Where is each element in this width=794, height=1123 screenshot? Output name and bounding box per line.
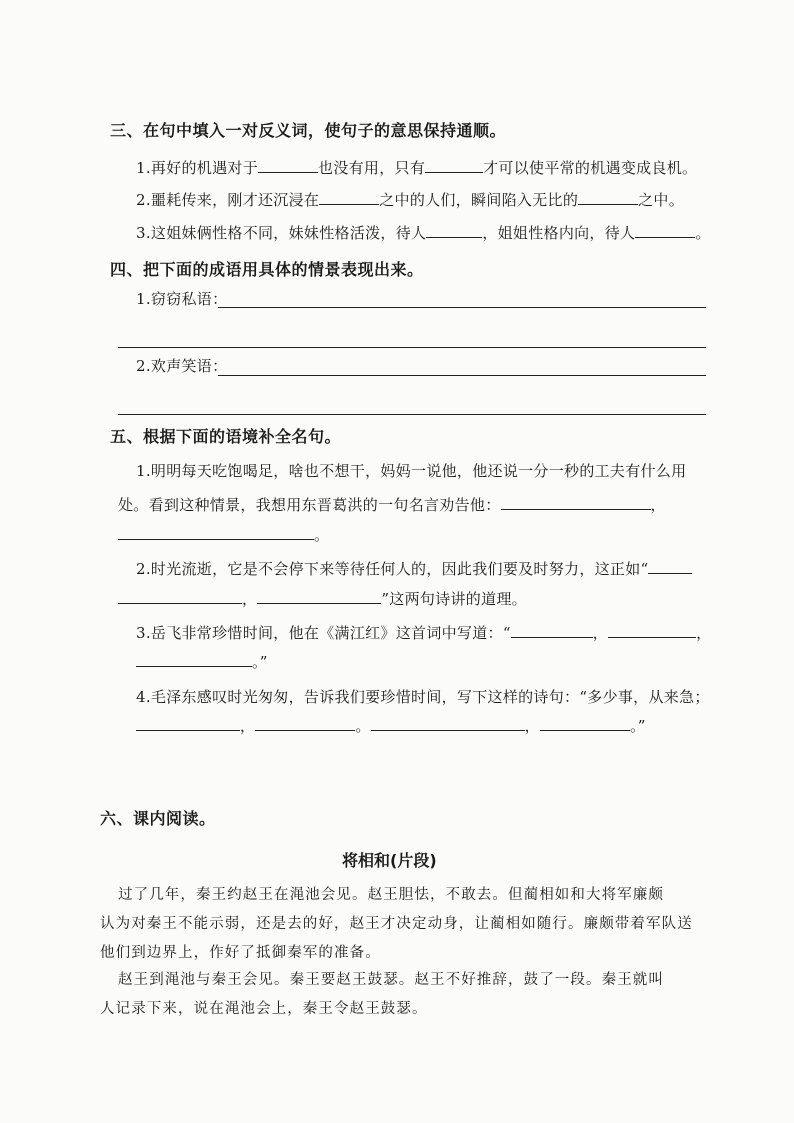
section4-heading: 四、把下面的成语用具体的情景表现出来。 (110, 260, 424, 279)
answer-blank[interactable] (371, 716, 525, 731)
answer-blank[interactable] (258, 158, 318, 173)
answer-blank[interactable] (501, 495, 651, 510)
answer-blank[interactable] (635, 223, 695, 238)
passage-p1-line2: 认为对秦王不能示弱，还是去的好，赵王才决定动身，让蔺相如随行。廉颇带着军队送 (100, 916, 693, 932)
section5-question-1-line1: 1.明明每天吃饱喝足，啥也不想干，妈妈一说他，他还说一分一秒的工夫有什么用 (136, 462, 687, 480)
answer-blank[interactable] (425, 158, 483, 173)
section3-question-2: 2.噩耗传来，刚才还沉浸在 之中的人们，瞬间陷入无比的 之中。 (136, 191, 685, 209)
answer-blank[interactable] (257, 589, 381, 604)
section5-question-1-line2: 处。看到这种情景，我想用东晋葛洪的一句名言劝告他： ， (118, 496, 666, 514)
section5-question-4-line2: ， 。 ， 。” (136, 715, 646, 736)
answer-blank[interactable] (578, 190, 638, 205)
answer-blank[interactable] (511, 623, 593, 638)
section4-question-2-label: 2.欢声笑语： (136, 357, 228, 375)
answer-line[interactable] (118, 414, 706, 415)
section5-heading: 五、根据下面的语境补全名句。 (110, 427, 342, 446)
passage-p2-line1: 赵王到渑池与秦王会见。秦王要赵王鼓瑟。赵王不好推辞，鼓了一段。秦王就叫 (118, 972, 664, 988)
section5-question-3-line2: 。” (136, 651, 268, 672)
section3-question-1: 1.再好的机遇对于 也没有用，只有 才可以使平常的机遇变成良机。 (136, 159, 698, 177)
section5-question-2-line2: ， ”这两句诗讲的道理。 (118, 588, 527, 609)
answer-blank[interactable] (648, 559, 692, 574)
passage-p1-line3: 他们到边界上，作好了抵御秦军的准备。 (100, 945, 381, 961)
passage-p1-line1: 过了几年，秦王约赵王在渑池会见。赵王胆怯，不敢去。但蔺相如和大将军廉颇 (118, 887, 664, 903)
answer-blank[interactable] (319, 190, 379, 205)
answer-blank[interactable] (136, 716, 240, 731)
section5-question-1-line3: 。 (118, 524, 329, 545)
answer-blank[interactable] (540, 716, 630, 731)
section5-question-3-line1: 3.岳飞非常珍惜时间，他在《满江红》这首词中写道：“ ， ， (136, 624, 712, 642)
section5-question-4-line1: 4.毛泽东感叹时光匆匆，告诉我们要珍惜时间，写下这样的诗句：“多少事，从来急； (136, 688, 710, 706)
answer-blank[interactable] (118, 525, 314, 540)
section3-heading: 三、在句中填入一对反义词，使句子的意思保持通顺。 (110, 121, 507, 140)
answer-line[interactable] (218, 375, 706, 376)
section6-heading: 六、课内阅读。 (100, 809, 216, 828)
answer-blank[interactable] (426, 223, 482, 238)
answer-blank[interactable] (255, 716, 355, 731)
answer-blank[interactable] (118, 589, 242, 604)
passage-p2-line2: 人记录下来，说在渑池会上，秦王令赵王鼓瑟。 (100, 1001, 428, 1017)
section4-question-1-label: 1.窃窃私语： (136, 290, 228, 308)
answer-blank[interactable] (608, 623, 696, 638)
section3-question-3: 3.这姐妹俩性格不同，妹妹性格活泼，待人 ，姐姐性格内向，待人 。 (136, 224, 711, 242)
passage-title: 将相和(片段) (342, 851, 437, 870)
section5-question-2-line1: 2.时光流逝，它是不会停下来等待任何人的，因此我们要及时努力，这正如“ (136, 558, 692, 579)
answer-line[interactable] (118, 347, 706, 348)
answer-blank[interactable] (136, 652, 252, 667)
answer-line[interactable] (218, 307, 706, 308)
